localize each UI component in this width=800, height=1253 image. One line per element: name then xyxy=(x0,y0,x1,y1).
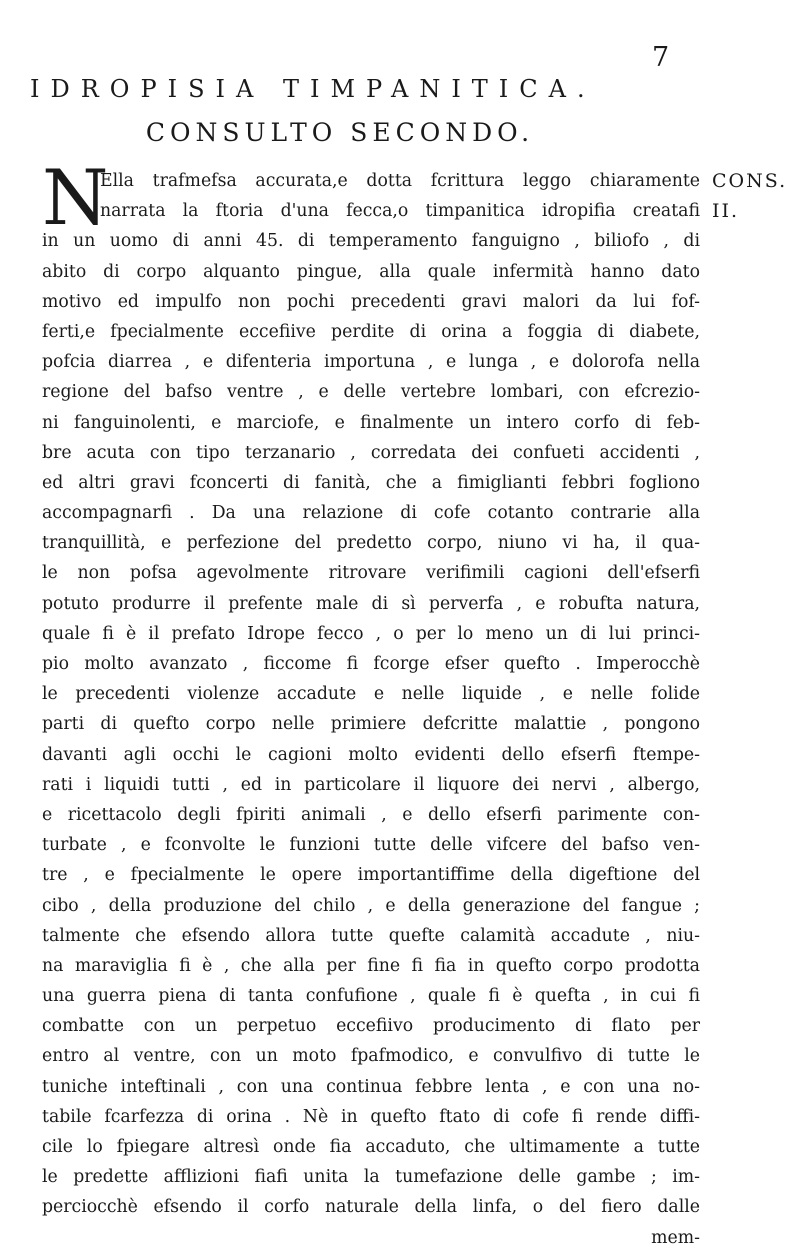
text-line: potuto produrre il prefente male di sì perverfa , e robufta natura, xyxy=(42,593,700,614)
text-line: tabile fcarfezza di orina . Nè in quefto ftato di cofe fi rende diffi- xyxy=(42,1106,700,1127)
text-line: tre , e fpecialmente le opere importantiffime della digeftione del xyxy=(42,865,700,886)
text-line: na maraviglia fi è , che alla per fine fi fia in quefto corpo prodotta xyxy=(42,955,700,976)
text-line: tranquillità, e perfezione del predetto corpo, niuno vi ha, il qua- xyxy=(42,533,700,554)
text-line: Ella trafmefsa accurata,e dotta fcrittura leggo chiaramente xyxy=(100,171,700,191)
text-line: quale fi è il prefato Idrope fecco , o per lo meno un di lui princi- xyxy=(42,623,700,644)
text-line: motivo ed impulfo non pochi precedenti gravi malori da lui fof- xyxy=(42,291,700,312)
text-line: parti di quefto corpo nelle primiere defcritte malattie , pongono xyxy=(42,714,700,735)
text-line: mem- xyxy=(651,1227,700,1248)
text-line: abito di corpo alquanto pingue, alla quale infermità hanno dato xyxy=(42,261,700,282)
text-line: e ricettacolo degli fpiriti animali , e dello efserfi parimente con- xyxy=(42,804,700,825)
text-line: entro al ventre, con un moto fpafmodico, e convulfivo di tutte le xyxy=(42,1046,700,1067)
running-head: IDROPISIA TIMPANITICA. xyxy=(30,75,596,103)
text-line: bre acuta con tipo terzanario , corredata dei confueti accidenti , xyxy=(42,442,700,463)
text-line: ferti,e fpecialmente eccefiive perdite di orina a foggia di diabete, xyxy=(42,321,700,342)
text-line: talmente che efsendo allora tutte quefte calamità accadute , niu- xyxy=(42,925,700,946)
margin-note xyxy=(712,166,787,226)
text-line: cile lo fpiegare altresì onde fia accaduto, che ultimamente a tutte xyxy=(42,1137,700,1157)
text-line: combatte con un perpetuo eccefiivo producimento di flato per xyxy=(42,1016,700,1037)
text-line: narrata la ftoria d'una fecca,o timpanitica idropifia creatafi xyxy=(100,201,700,222)
text-line: rati i liquidi tutti , ed in particolare il liquore dei nervi , albergo, xyxy=(42,774,700,795)
text-line: turbate , e fconvolte le funzioni tutte delle vifcere del bafso ven- xyxy=(42,835,700,856)
text-line: ni fanguinolenti, e marciofe, e finalmente un intero corfo di feb- xyxy=(42,412,700,433)
margin-note-line: CONS. xyxy=(712,170,788,192)
margin-note-line: II. xyxy=(712,200,740,222)
text-line: davanti agli occhi le cagioni molto evidenti dello efserfi ftempe- xyxy=(42,744,700,765)
text-line: ed altri gravi fconcerti di fanità, che a fimiglianti febbri fogliono xyxy=(42,472,700,493)
body-text xyxy=(42,153,700,1253)
text-line: perciocchè efsendo il corfo naturale della linfa, o del fiero dalle xyxy=(42,1197,700,1218)
text-line: le predette afflizioni fiafi unita la tumefazione delle gambe ; im- xyxy=(42,1167,700,1188)
drop-cap: N xyxy=(42,153,109,242)
page-number: 7 xyxy=(652,42,670,73)
text-line: le precedenti violenze accadute e nelle liquide , e nelle folide xyxy=(42,684,700,705)
text-line: pofcia diarrea , e difenteria importuna , e lunga , e dolorofa nella xyxy=(42,352,700,373)
text-line: in un uomo di anni 45. di temperamento fanguigno , biliofo , di xyxy=(42,231,700,252)
section-title: CONSULTO SECONDO. xyxy=(145,118,535,147)
text-line: cibo , della produzione del chilo , e della generazione del fangue ; xyxy=(42,895,700,916)
text-line: tuniche inteftinali , con una continua febbre lenta , e con una no- xyxy=(42,1076,700,1097)
text-line: pio molto avanzato , ficcome fi fcorge efser quefto . Imperocchè xyxy=(42,654,700,674)
text-line: regione del bafso ventre , e delle vertebre lombari, con efcrezio- xyxy=(42,382,700,403)
text-line: una guerra piena di tanta confufione , quale fi è quefta , in cui fi xyxy=(42,986,700,1007)
text-line: le non pofsa agevolmente ritrovare verifimili cagioni dell'efserfi xyxy=(42,563,700,584)
text-line: accompagnarfi . Da una relazione di cofe cotanto contrarie alla xyxy=(42,503,700,524)
